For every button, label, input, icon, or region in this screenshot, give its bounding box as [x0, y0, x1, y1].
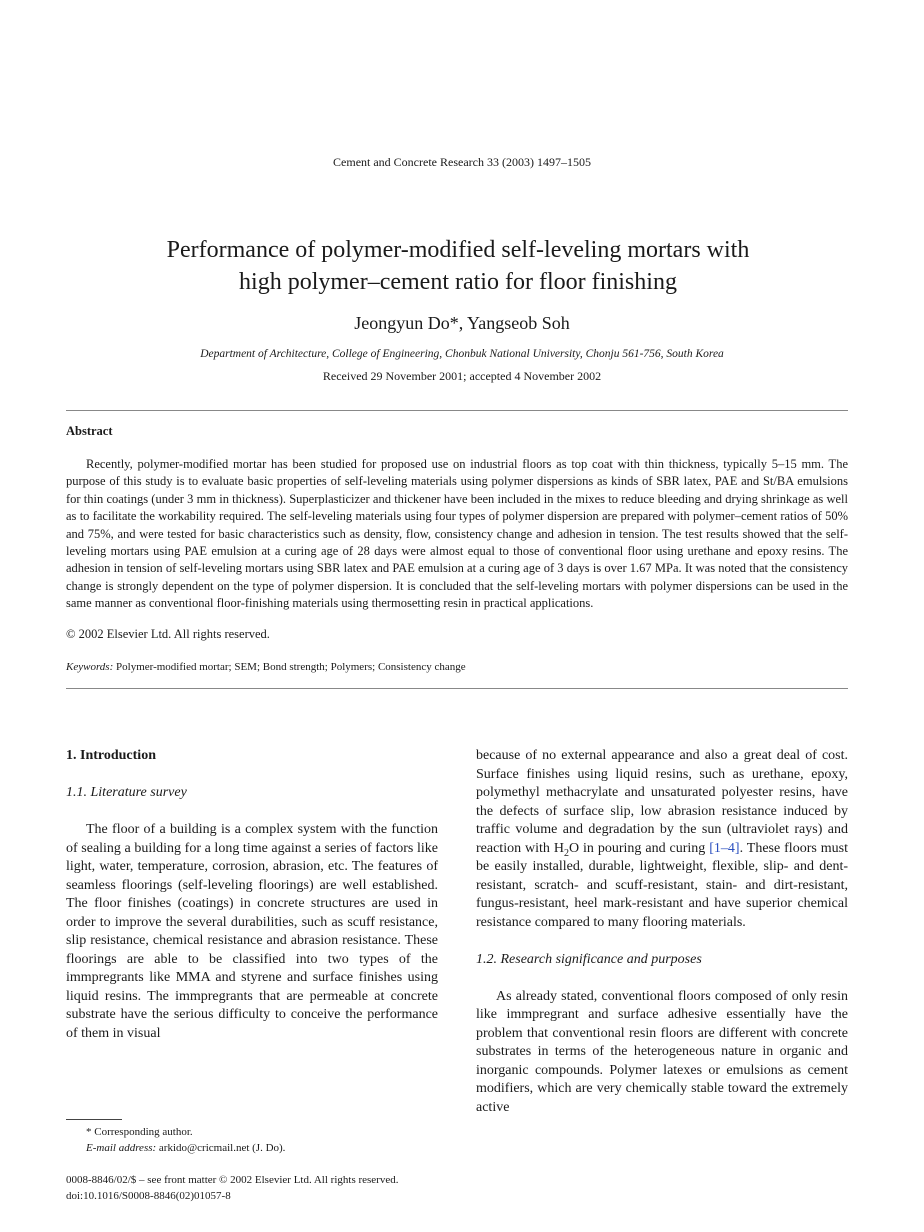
- right-column: [476, 747, 848, 1117]
- footnote: [66, 1124, 285, 1156]
- doi-line[interactable]: doi:10.1016/S0008-8846(02)01057-8: [66, 1190, 231, 1202]
- subsection-heading-literature-survey: 1.1. Literature survey: [66, 785, 187, 800]
- intro-paragraph: The floor of a building is a complex system with the function of sealing a building for a long time against a series of factors like light, water, temperature, corrosion, abrasion, etc. The features of seamless floorings (self-leveling floorings) are well established. The floor finishes (coatings) in concrete structures are used in order to improve the several durabilities, such as scuff resistance, slip resistance, chemical resistance and abrasion resistance. These floorings are able to be classified into two types of the immpregrants like MMA and styrene and surface finishes using liquid resins. The immpregrants that are permeable at concrete substrate have the serious difficulty to conceive the performance of them in visual: [66, 822, 438, 1041]
- abstract-heading: Abstract: [66, 424, 113, 438]
- email-address[interactable]: arkido@cricmail.net (J. Do).: [158, 1142, 286, 1154]
- copyright-line: © 2002 Elsevier Ltd. All rights reserved.: [66, 627, 270, 641]
- email-line: E-mail address: arkido@cricmail.net (J. Do).: [86, 1142, 286, 1154]
- journal-citation: Cement and Concrete Research 33 (2003) 1497–1505: [333, 155, 591, 169]
- keywords-label: Keywords:: [66, 661, 114, 673]
- citation-link[interactable]: [1–4]: [709, 840, 740, 856]
- right-paragraph-2: As already stated, conventional floors composed of only resin like immpregrant and surface adhesive essentially have the problem that conventional resin floors are different with concrete substrates in terms of the heterogeneous nature in organic and inorganic compounds. Polymer latexes or emulsions as cement modifiers, which are very chemically stable toward the extremely active: [476, 988, 848, 1115]
- paper-title: [80, 234, 836, 298]
- footnote-rule: [66, 1119, 122, 1120]
- keywords-text: Polymer-modified mortar; SEM; Bond strength; Polymers; Consistency change: [116, 661, 466, 673]
- issn-line: 0008-8846/02/$ – see front matter © 2002 Elsevier Ltd. All rights reserved.: [66, 1174, 399, 1186]
- front-matter-info: [66, 1172, 398, 1204]
- keywords: [66, 661, 466, 673]
- subsection-heading-research-significance: 1.2. Research significance and purposes: [476, 951, 702, 967]
- abstract-body: [66, 456, 848, 613]
- corresponding-author-note: * Corresponding author.: [86, 1126, 193, 1138]
- title-line-1: Performance of polymer-modified self-leveling mortars with: [166, 237, 750, 263]
- bottom-divider: [66, 688, 848, 689]
- abstract-text: Recently, polymer-modified mortar has been studied for proposed use on industrial floors as top coat with thin thickness, typically 5–15 mm. The purpose of this study is to evaluate basic properties of self-leveling materials using polymer dispersions as kinds of SBR latex, PAE and St/BA emulsions for thin coatings (under 3 mm in thickness). Superplasticizer and thickener have been included in the mixes to reduce bleeding and drying shrinkage as well as to facilitate the workability required. The self-leveling materials using four types of polymer dispersion are prepared with polymer–cement ratios of 50% and 75%, and were tested for basic characteristics such as density, flow, consistency change and adhesion in tension. The test results showed that the self-leveling mortars using PAE emulsion at a curing age of 28 days were almost equal to those of conventional floor using urethane and epoxy resins. The adhesion in tension of self-leveling mortars using SBR latex and PAE emulsion at a curing age of 3 days is over 1.67 MPa. It was noted that the consistency change is strongly dependent on the type of polymer dispersion. It is concluded that the self-leveling mortars with polymer dispersions can be used in the same manner as conventional floor-finishing materials using thermosetting resin in practical applications.: [66, 457, 848, 611]
- affiliation: Department of Architecture, College of Engineering, Chonbuk National University, Chonju 561-756, South Korea: [200, 348, 724, 360]
- received-dates: Received 29 November 2001; accepted 4 November 2002: [322, 369, 602, 383]
- top-divider: [66, 410, 848, 411]
- section-heading-introduction: 1. Introduction: [66, 748, 156, 763]
- authors: Jeongyun Do*, Yangseob Soh: [354, 313, 570, 333]
- left-column: [66, 747, 438, 1043]
- right-paragraph-1: because of no external appearance and also a great deal of cost. Surface finishes using liquid resins, such as urethane, epoxy, polymethyl methacrylate and unsaturated polyester resins, have the defects of surface slip, low abrasion resistance induced by traffic volume and degradation by the sun (ultraviolet rays) and reaction with $H_2O$ in pouring and curing [1–4]. These floors must be easily installed, durable, lightweight, flexible, slip- and dent-resistant, scratch- and scuff-resistant, stain- and dirt-resistant, fungus-resistant, heel mark-resistant and have superior chemical resistance compared to many flooring materials.: [476, 748, 848, 930]
- title-line-2: high polymer–cement ratio for floor finishing: [239, 269, 677, 295]
